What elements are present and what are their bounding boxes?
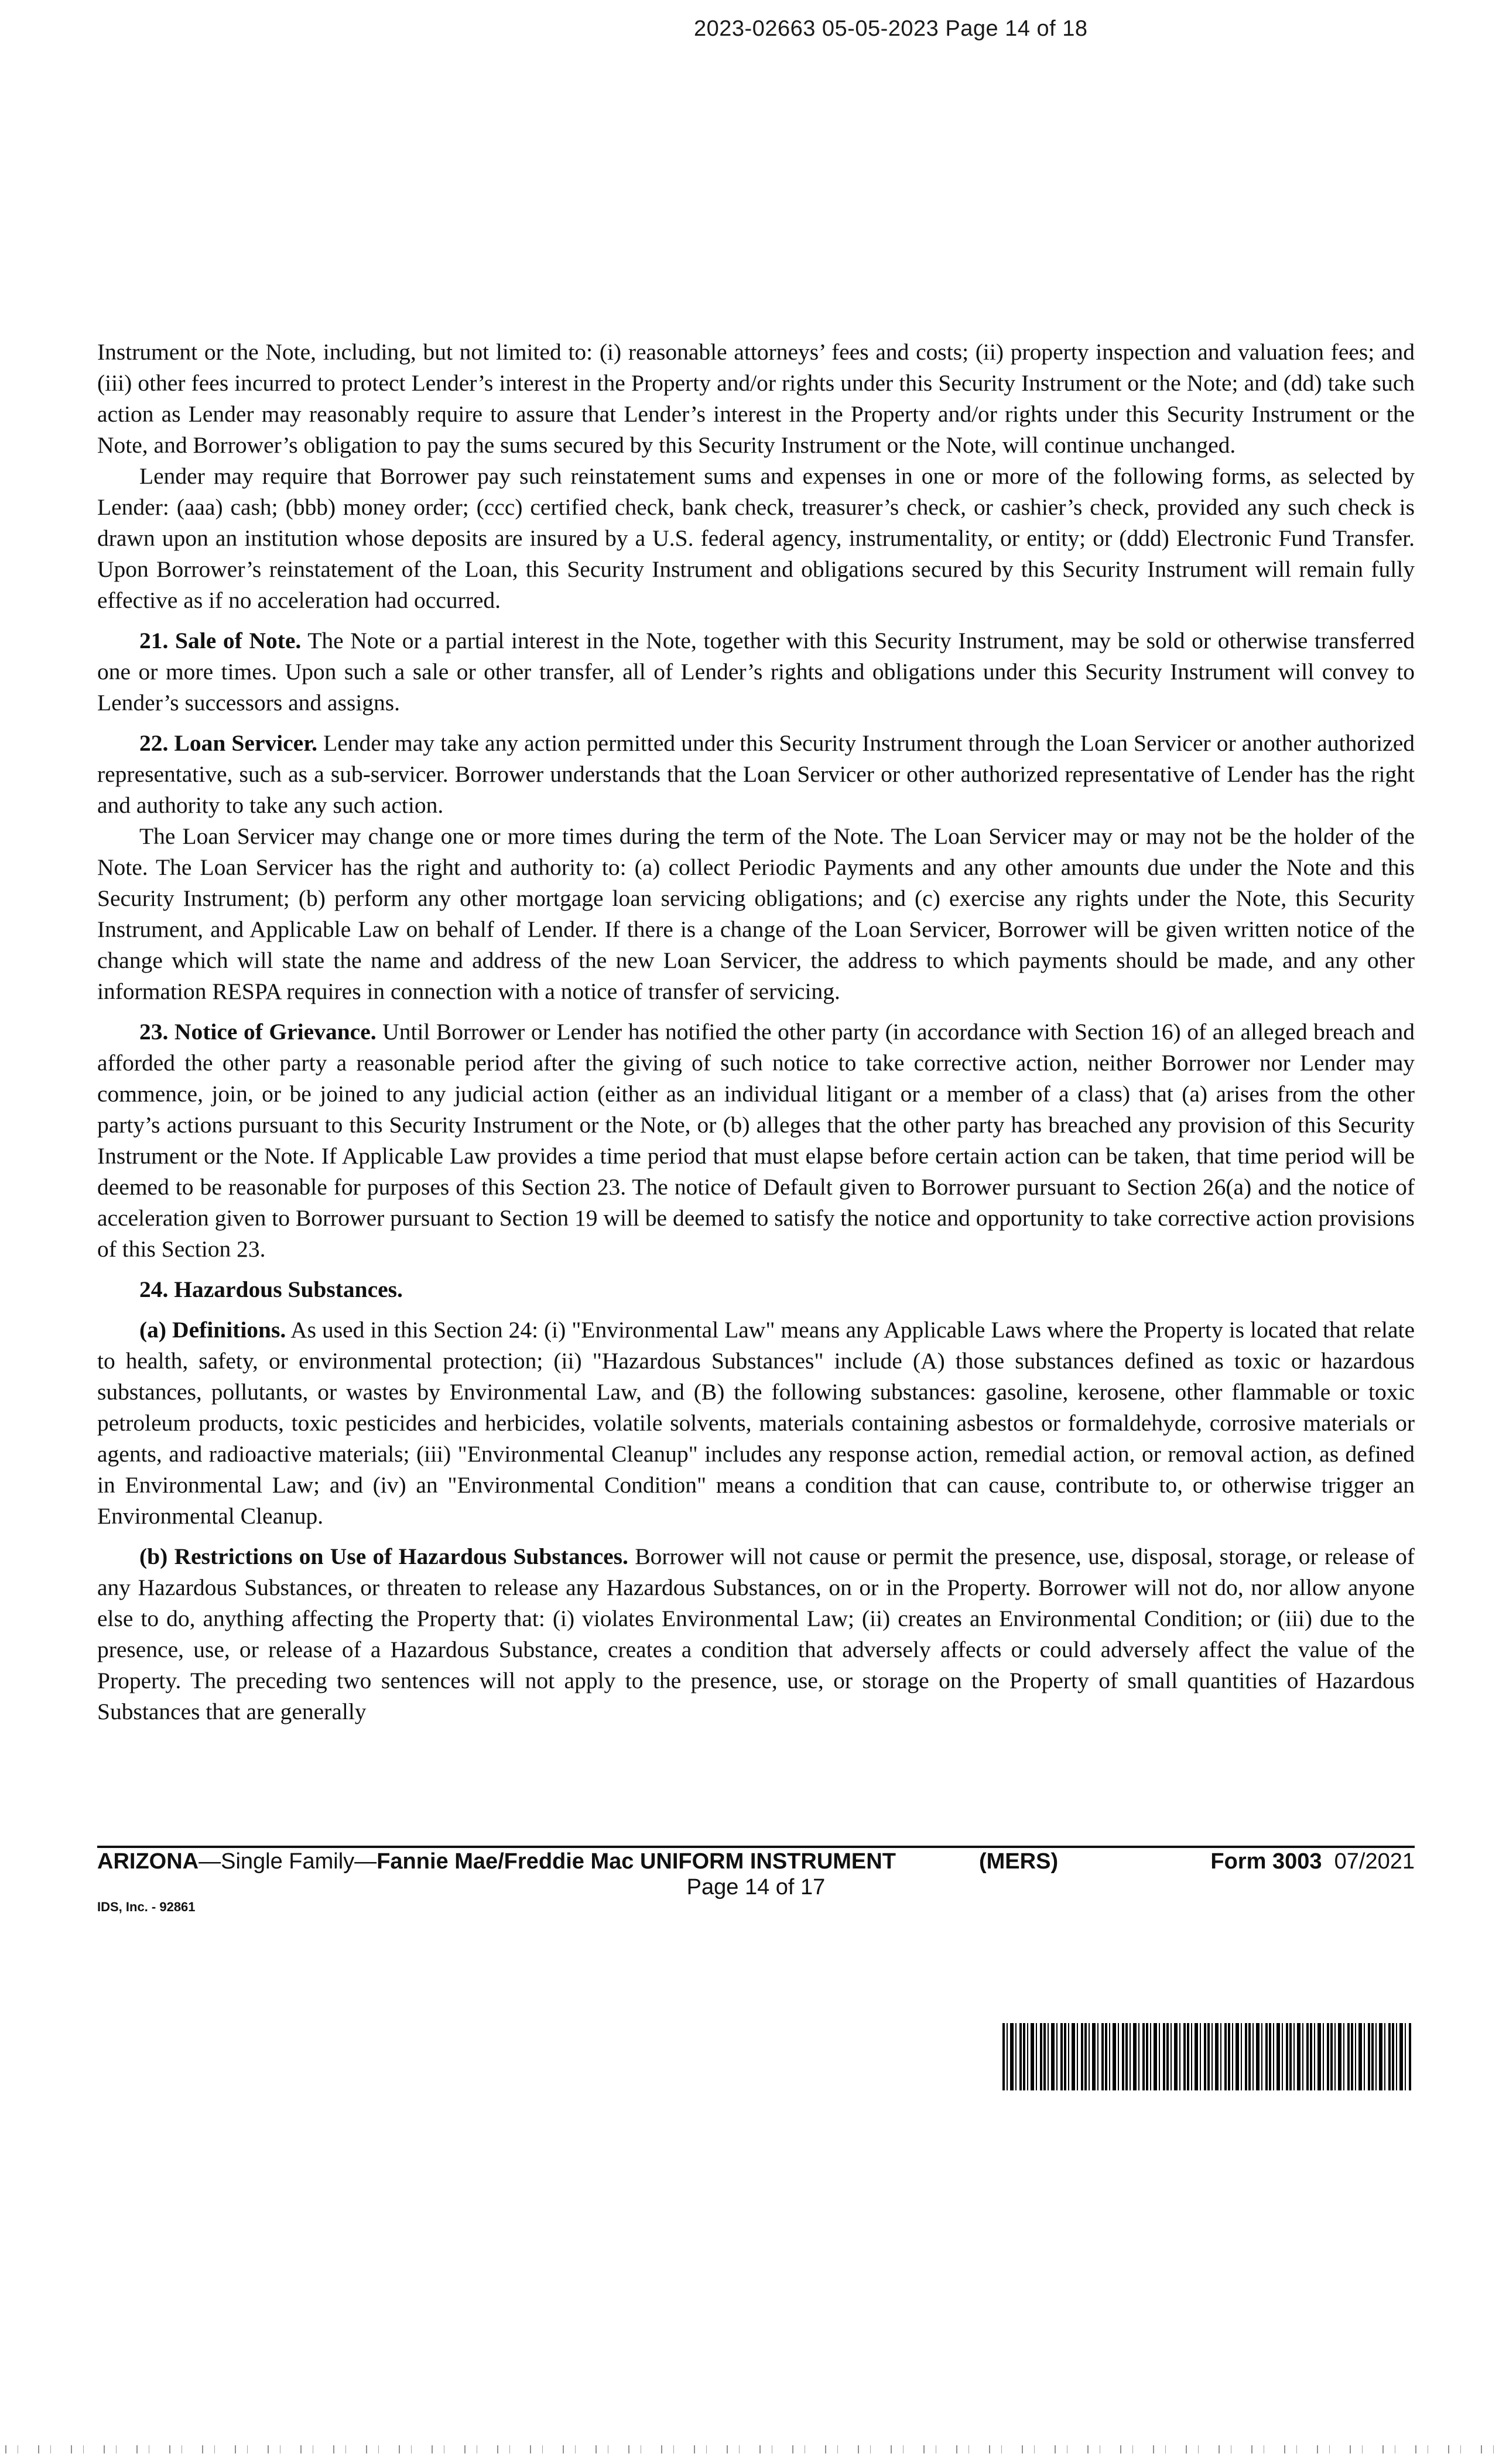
section-22: [97, 728, 1415, 821]
paragraph-reinstatement-forms: Lender may require that Borrower pay such reinstatement sums and expenses in one or more of the following forms, as selected by Lender: (aaa) cash; (bbb) money order; (ccc) certified check, bank check, treasurer’s check, or cashier’s check, provided any such check is drawn upon an institution whose deposits are insured by a U.S. federal agency, instrumentality, or entity; or (ddd) Electronic Fund Transfer. Upon Borrower’s reinstatement of the Loan, this Security Instrument and obligations secured by this Security Instrument will remain fully effective as if no acceleration had occurred.: [97, 463, 1415, 613]
form-label: Form 3003: [1210, 1849, 1322, 1874]
form-instrument: Fannie Mae/Freddie Mac UNIFORM INSTRUMENT: [377, 1849, 896, 1874]
section-24-heading: 24. Hazardous Substances.: [139, 1277, 403, 1302]
section-24a: [97, 1315, 1415, 1532]
form-state: ARIZONA: [97, 1849, 199, 1874]
vendor-code: IDS, Inc. - 92861: [97, 1900, 196, 1914]
paragraph-continuation: Instrument or the Note, including, but not limited to: (i) reasonable attorneys’ fees and costs; (ii) property inspection and valuation fees; and (iii) other fees incurred to protect Lender’s interest in the Property and/or rights under this Security Instrument or the Note; and (dd) take such action as Lender may reasonably require to assure that Lender’s interest in the Property and/or rights under this Security Instrument or the Note, and Borrower’s obligation to pay the sums secured by this Security Instrument or the Note, will continue unchanged.: [97, 339, 1415, 458]
section-24a-text: As used in this Section 24: (i) "Environmental Law" means any Applicable Laws where the Property is located that relate to health, safety, or environmental protection; (ii) "Hazardous Substances" include (A) those substances defined as toxic or hazardous substances, pollutants, or wastes by Environmental Law, and (B) the following substances: gasoline, kerosene, other flammable or toxic petroleum products, toxic pesticides and herbicides, volatile solvents, materials containing asbestos or formaldehyde, corrosive materials or agents, and radioactive materials; (iii) "Environmental Cleanup" includes any response action, remedial action, or removal action, as defined in Environmental Law; and (iv) an "Environmental Condition" means a condition that can cause, contribute to, or otherwise trigger an Environmental Cleanup.: [97, 1317, 1415, 1529]
document-body: [97, 337, 1415, 1727]
form-title: [97, 1849, 896, 1874]
form-family: —Single Family—: [199, 1849, 377, 1874]
section-22-heading: 22. Loan Servicer.: [139, 730, 317, 756]
page-number: Page 14 of 17: [686, 1875, 826, 1900]
section-23-heading: 23. Notice of Grievance.: [139, 1019, 377, 1045]
section-22-paragraph-2: The Loan Servicer may change one or more times during the term of the Note. The Loan Servicer may or may not be the holder of the Note. The Loan Servicer has the right and authority to: (a) collect Periodic Payments and any other amounts due under the Note and this Security Instrument; (b) perform any other mortgage loan servicing obligations; and (c) exercise any rights under the Note, this Security Instrument, and Applicable Law on behalf of Lender. If there is a change of the Loan Servicer, Borrower will be given written notice of the change which will state the name and address of the new Loan Servicer, the address to which payments should be made, and any other information RESPA requires in connection with a notice of transfer of servicing.: [97, 823, 1415, 1004]
section-24b-text: Borrower will not cause or permit the presence, use, disposal, storage, or release of any Hazardous Substances, or threaten to release any Hazardous Substances, on or in the Property. Borrower will not do, nor allow anyone else to do, anything affecting the Property that: (i) violates Environmental Law; (ii) creates an Environmental Condition; or (iii) due to the presence, use, or release of a Hazardous Substance, creates a condition that adversely affects or could adversely affect the value of the Property. The preceding two sentences will not apply to the presence, use, or storage on the Property of small quantities of Hazardous Substances that are generally: [97, 1544, 1415, 1724]
section-21: [97, 625, 1415, 718]
barcode-image: [1002, 2023, 1412, 2090]
form-number: [1210, 1849, 1415, 1874]
section-24b: [97, 1541, 1415, 1727]
section-23: [97, 1017, 1415, 1265]
section-24a-heading: (a) Definitions.: [139, 1317, 286, 1343]
section-22-text: Lender may take any action permitted under this Security Instrument through the Loan Servicer or another authorized representative, such as a sub-servicer. Borrower understands that the Loan Servicer or other authorized representative of Lender has the right and authority to take any such action.: [97, 730, 1415, 818]
mers-label: (MERS): [979, 1849, 1059, 1874]
section-21-heading: 21. Sale of Note.: [139, 628, 302, 653]
section-23-text: Until Borrower or Lender has notified the other party (in accordance with Section 16) of an alleged breach and afforded the other party a reasonable period after the giving of such notice to take corrective action, neither Borrower nor Lender may commence, join, or be joined to any judicial action (either as an individual litigant or a member of a class) that (a) arises from the other party’s actions pursuant to this Security Instrument or the Note, or (b) alleges that the other party has breached any provision of this Security Instrument or the Note. If Applicable Law provides a time period that must elapse before certain action can be taken, that time period will be deemed to be reasonable for purposes of this Section 23. The notice of Default given to Borrower pursuant to Section 26(a) and the notice of acceleration given to Borrower pursuant to Section 19 will be deemed to satisfy the notice and opportunity to take corrective action provisions of this Section 23.: [97, 1019, 1415, 1262]
section-24: [97, 1274, 1415, 1305]
form-date: 07/2021: [1334, 1849, 1415, 1874]
form-footer: [97, 1846, 1415, 1912]
section-21-text: The Note or a partial interest in the Note, together with this Security Instrument, may be sold or otherwise transferred one or more times. Upon such a sale or other transfer, all of Lender’s rights and obligations under this Security Instrument will convey to Lender’s successors and assigns.: [97, 628, 1415, 716]
scan-artifact-strip: [0, 2445, 1499, 2453]
recording-stamp: 2023-02663 05-05-2023 Page 14 of 18: [694, 16, 1088, 41]
section-24b-heading: (b) Restrictions on Use of Hazardous Substances.: [139, 1544, 628, 1569]
